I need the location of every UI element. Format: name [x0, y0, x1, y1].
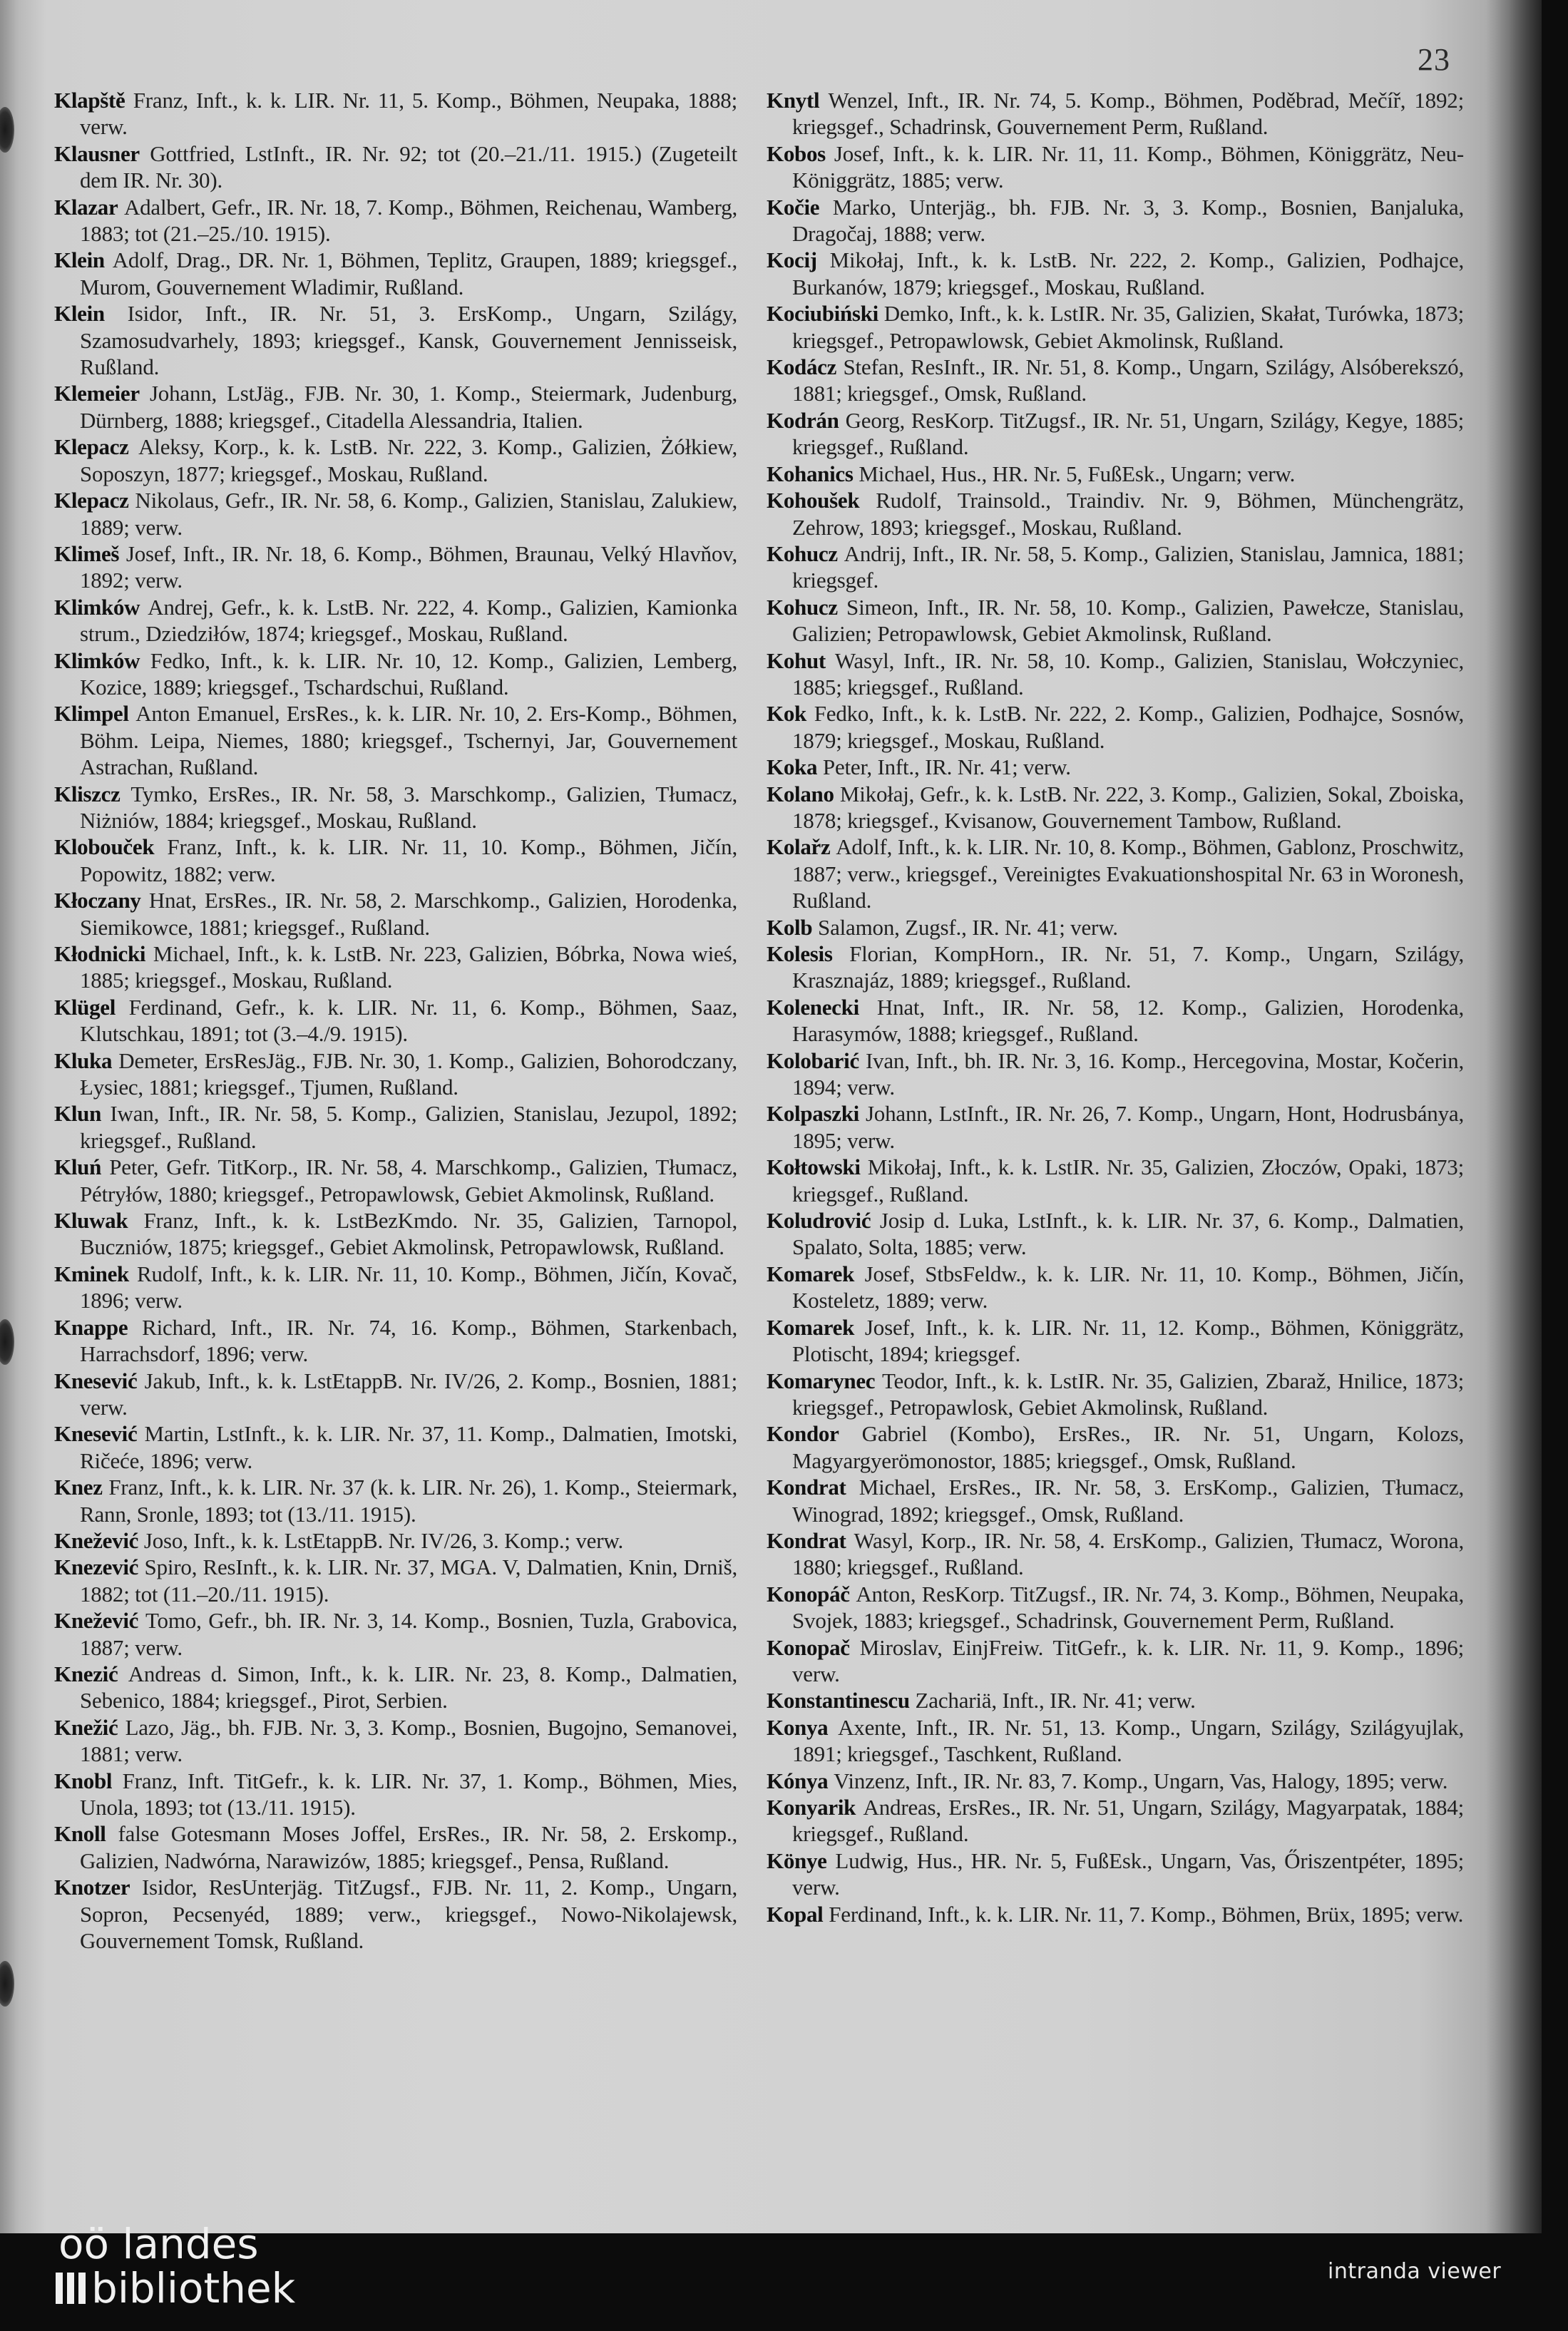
entry-details: Andrej, Gefr., k. k. LstB. Nr. 222, 4. Komp., Galizien, Kamionka strum., Dziedziłów, 1874; kriegsgef., Moskau, Rußland.: [80, 594, 738, 647]
entry-details: Franz, Inft., k. k. LIR. Nr. 11, 10. Komp., Böhmen, Jičín, Popowitz, 1882; verw.: [80, 834, 737, 886]
register-entry: [54, 994, 737, 1047]
entry-surname: Kočie: [767, 194, 820, 220]
entry-surname: Kohoušek: [767, 488, 860, 513]
entry-surname: Konyarik: [767, 1795, 856, 1820]
register-entry: [54, 941, 737, 994]
entry-surname: Klepacz: [54, 488, 129, 513]
entry-details: Wasyl, Inft., IR. Nr. 58, 10. Komp., Galizien, Stanislau, Wołczyniec, 1885; kriegsgef., Rußland.: [792, 647, 1465, 700]
entry-details: Wenzel, Inft., IR. Nr. 74, 5. Komp., Böhmen, Poděbrad, Mečíř, 1892; kriegsgef., Schadrinsk, Gouvernement Perm, Rußland.: [792, 88, 1464, 140]
entry-details: false Gotesmann Moses Joffel, ErsRes., IR. Nr. 58, 2. Erskomp., Galizien, Nadwórna, Narawizów, 1885; kriegsgef., Pensa, Rußland.: [80, 1821, 737, 1873]
entry-surname: Kolpaszki: [767, 1101, 859, 1127]
entry-surname: Kondrat: [767, 1527, 846, 1553]
punch-hole: [0, 107, 14, 153]
entry-details: Johann, LstInft., IR. Nr. 26, 7. Komp., Ungarn, Hont, Hodrusbánya, 1895; verw.: [792, 1101, 1464, 1153]
entry-surname: Konopač: [767, 1634, 850, 1660]
entry-surname: Klimpel: [54, 701, 129, 727]
entry-surname: Kónya: [767, 1768, 829, 1793]
entry-details: Mikołaj, Inft., k. k. LstB. Nr. 222, 2. Komp., Galizien, Podhajce, Burkanów, 1879; kriegsgef., Moskau, Rußland.: [792, 247, 1464, 299]
entry-details: Teodor, Inft., k. k. LstIR. Nr. 35, Galizien, Zbaraž, Hnilice, 1873; kriegsgef., Petropawlosk, Gebiet Akmolinsk, Rußland.: [792, 1368, 1464, 1420]
register-entry: [767, 1794, 1464, 1848]
register-entry: [767, 300, 1464, 354]
entry-surname: Klepacz: [54, 434, 129, 460]
entry-details: Hnat, Inft., IR. Nr. 58, 12. Komp., Galizien, Horodenka, Harasymów, 1888; kriegsgef., Rußland.: [792, 994, 1464, 1047]
register-entry: [54, 1661, 737, 1714]
entry-surname: Klausner: [54, 140, 140, 166]
entry-surname: Konya: [767, 1714, 829, 1740]
entry-surname: Knobl: [54, 1768, 113, 1793]
register-entry: [767, 1527, 1464, 1581]
register-entry: [767, 247, 1464, 300]
entry-surname: Knesević: [54, 1421, 138, 1447]
entry-surname: Konstantinescu: [767, 1688, 910, 1713]
entry-details: Iwan, Inft., IR. Nr. 58, 5. Komp., Galizien, Stanislau, Jezupol, 1892; kriegsgef., Rußland.: [80, 1101, 738, 1153]
register-entry: [54, 1047, 737, 1101]
entry-surname: Klun: [54, 1101, 102, 1127]
register-entry: [767, 941, 1464, 994]
entry-surname: Kłodnicki: [54, 941, 146, 966]
register-entry: [54, 1527, 737, 1554]
entry-details: Tymko, ErsRes., IR. Nr. 58, 3. Marschkomp., Galizien, Tłumacz, Niżniów, 1884; kriegsgef., Moskau, Rußland.: [80, 781, 738, 833]
register-entry: [767, 1768, 1464, 1794]
entry-details: Josef, StbsFeldw., k. k. LIR. Nr. 11, 10. Komp., Böhmen, Jičín, Kosteletz, 1889; verw.: [792, 1261, 1464, 1313]
register-entry: [54, 1474, 737, 1527]
entry-surname: Kobos: [767, 140, 826, 166]
entry-surname: Knotzer: [54, 1875, 130, 1900]
entry-surname: Komarek: [767, 1261, 855, 1286]
entry-details: Peter, Gefr. TitKorp., IR. Nr. 58, 4. Marschkomp., Galizien, Tłumacz, Pétryłów, 1880; kriegsgef., Petropawlowsk, Gebiet Akmolinsk, Rußland.: [80, 1154, 738, 1207]
register-entry: [54, 781, 737, 834]
entry-surname: Klimeš: [54, 541, 120, 566]
register-entry: [767, 914, 1464, 941]
logo-text-line2: bibliothek: [91, 2264, 296, 2312]
entry-details: Demeter, ErsResJäg., FJB. Nr. 30, 1. Komp., Galizien, Bohorodczany, Łysiec, 1881; kriegsgef., Tjumen, Rußland.: [80, 1047, 737, 1100]
register-entry: [54, 1820, 737, 1874]
right-column: [767, 87, 1464, 1927]
entry-details: Josef, Inft., k. k. LIR. Nr. 11, 11. Komp., Böhmen, Königgrätz, Neu-Königgrätz, 1885; verw.: [792, 140, 1465, 193]
register-entry: [54, 541, 737, 594]
entry-surname: Kondor: [767, 1421, 839, 1447]
entry-surname: Kohanics: [767, 461, 854, 486]
entry-surname: Kminek: [54, 1261, 129, 1286]
entry-details: Adolf, Drag., DR. Nr. 1, Böhmen, Teplitz, Graupen, 1889; kriegsgef., Murom, Gouvernement Wladimir, Rußland.: [80, 247, 738, 299]
entry-surname: Kolenecki: [767, 994, 859, 1020]
register-entry: [54, 380, 737, 434]
entry-details: Spiro, ResInft., k. k. LIR. Nr. 37, MGA. V, Dalmatien, Knin, Drniš, 1882; tot (11.–20./11. 1915).: [80, 1554, 737, 1607]
page-number: 23: [1418, 42, 1450, 77]
entry-surname: Könye: [767, 1848, 827, 1873]
register-entry: [767, 1261, 1464, 1314]
register-entry: [767, 461, 1464, 487]
entry-details: Andrij, Inft., IR. Nr. 58, 5. Komp., Galizien, Stanislau, Jamnica, 1881; kriegsgef.: [792, 541, 1464, 593]
entry-surname: Knesević: [54, 1368, 138, 1393]
entry-details: Axente, Inft., IR. Nr. 51, 13. Komp., Ungarn, Szilágy, Szilágyujlak, 1891; kriegsgef., Taschkent, Rußland.: [792, 1714, 1465, 1767]
entry-surname: Knežević: [54, 1527, 139, 1553]
register-entry: [54, 1714, 737, 1768]
entry-details: Demko, Inft., k. k. LstIR. Nr. 35, Galizien, Skałat, Turówka, 1873; kriegsgef., Petropawlowsk, Gebiet Akmolinsk, Rußland.: [792, 301, 1465, 353]
entry-details: Gabriel (Kombo), ErsRes., IR. Nr. 51, Ungarn, Kolozs, Magyargyerömonostor, 1885; kriegsgef., Omsk, Rußland.: [792, 1421, 1465, 1473]
entry-details: Nikolaus, Gefr., IR. Nr. 58, 6. Komp., Galizien, Stanislau, Zalukiew, 1889; verw.: [80, 488, 737, 540]
entry-surname: Kliszcz: [54, 781, 121, 806]
register-entry: [54, 1420, 737, 1474]
register-entry: [767, 87, 1464, 140]
register-entry: [767, 1154, 1464, 1207]
entry-details: Ferdinand, Inft., k. k. LIR. Nr. 11, 7. Komp., Böhmen, Brüx, 1895; verw.: [829, 1901, 1464, 1927]
register-entry: [54, 887, 737, 941]
entry-details: Isidor, ResUnterjäg. TitZugsf., FJB. Nr. 11, 2. Komp., Ungarn, Sopron, Pecsenyéd, 1889; verw., kriegsgef., Nowo-Nikolajewsk, Gouvernement Tomsk, Rußland.: [80, 1875, 738, 1954]
entry-surname: Klein: [54, 301, 105, 327]
register-entry: [767, 1420, 1464, 1474]
register-entry: [54, 1314, 737, 1368]
entry-details: Rudolf, Trainsold., Traindiv. Nr. 9, Böhmen, Münchengrätz, Zehrow, 1893; kriegsgef., Moskau, Rußland.: [792, 488, 1465, 540]
entry-surname: Knappe: [54, 1314, 128, 1340]
entry-surname: Kok: [767, 701, 806, 727]
register-entry: [54, 1768, 737, 1821]
entry-surname: Komarek: [767, 1314, 855, 1340]
entry-details: Lazo, Jäg., bh. FJB. Nr. 3, 3. Komp., Bosnien, Bugojno, Semanovei, 1881; verw.: [80, 1714, 737, 1767]
page-binding-edge: [1486, 0, 1542, 2233]
entry-details: Anton, ResKorp. TitZugsf., IR. Nr. 74, 3. Komp., Böhmen, Neupaka, Svojek, 1883; kriegsgef., Schadrinsk, Gouvernement Perm, Rußland.: [792, 1581, 1464, 1634]
register-entry: [767, 700, 1464, 754]
entry-surname: Klazar: [54, 194, 118, 220]
entry-surname: Kolobarić: [767, 1047, 859, 1073]
entry-surname: Knoll: [54, 1821, 106, 1847]
register-entry: [54, 1154, 737, 1207]
register-entry: [767, 354, 1464, 407]
entry-details: Franz, Inft., k. k. LIR. Nr. 11, 5. Komp., Böhmen, Neupaka, 1888; verw.: [80, 88, 737, 140]
register-entry: [767, 781, 1464, 834]
entry-details: Fedko, Inft., k. k. LstB. Nr. 222, 2. Komp., Galizien, Podhajce, Sosnów, 1879; kriegsgef., Moskau, Rußland.: [792, 701, 1465, 753]
register-entry: [767, 541, 1464, 594]
entry-surname: Knezević: [54, 1554, 139, 1580]
entry-details: Marko, Unterjäg., bh. FJB. Nr. 3, 3. Komp., Bosnien, Banjaluka, Dragočaj, 1888; verw.: [792, 194, 1465, 247]
entry-details: Mikołaj, Gefr., k. k. LstB. Nr. 222, 3. Komp., Galizien, Sokal, Zboiska, 1878; kriegsgef., Kvisanow, Gouvernement Tambow, Rußland.: [792, 781, 1465, 833]
library-logo: [56, 2222, 295, 2310]
register-entry: [767, 140, 1464, 194]
entry-details: Adolf, Inft., k. k. LIR. Nr. 10, 8. Komp., Böhmen, Gablonz, Proschwitz, 1887; verw., kriegsgef., Vereinigtes Evakuationshospital Nr. 63 in Woronesh, Rußland.: [792, 834, 1465, 913]
entry-surname: Kondrat: [767, 1475, 846, 1500]
register-entry: [767, 1314, 1464, 1368]
entry-details: Mikołaj, Inft., k. k. LstIR. Nr. 35, Galizien, Złoczów, Opaki, 1873; kriegsgef., Rußland.: [792, 1154, 1464, 1207]
entry-surname: Kocij: [767, 247, 817, 273]
entry-surname: Koludrović: [767, 1208, 871, 1234]
entry-details: Wasyl, Korp., IR. Nr. 58, 4. ErsKomp., Galizien, Tłumacz, Worona, 1880; kriegsgef., Rußland.: [792, 1527, 1464, 1580]
entry-details: Ferdinand, Gefr., k. k. LIR. Nr. 11, 6. Komp., Böhmen, Saaz, Klutschkau, 1891; tot (3.–4./9. 1915).: [80, 994, 738, 1047]
entry-details: Salamon, Zugsf., IR. Nr. 41; verw.: [818, 914, 1118, 940]
entry-details: Fedko, Inft., k. k. LIR. Nr. 10, 12. Komp., Galizien, Lemberg, Kozice, 1889; kriegsgef., Tschardschui, Rußland.: [80, 647, 737, 700]
register-entry: [767, 647, 1464, 701]
entry-details: Anton Emanuel, ErsRes., k. k. LIR. Nr. 10, 2. Ers-Komp., Böhmen, Böhm. Leipa, Niemes, 1880; kriegsgef., Tschernyi, Jar, Gouvernement Astrachan, Rußland.: [80, 701, 737, 780]
entry-details: Isidor, Inft., IR. Nr. 51, 3. ErsKomp., Ungarn, Szilágy, Szamosudvarhely, 1893; kriegsgef., Kansk, Gouvernement Jennisseisk, Rußland.: [80, 301, 738, 380]
register-entry: [54, 700, 737, 780]
register-entry: [767, 194, 1464, 247]
register-entry: [767, 594, 1464, 647]
register-entry: [54, 434, 737, 487]
entry-details: Aleksy, Korp., k. k. LstB. Nr. 222, 3. Komp., Galizien, Żółkiew, Soposzyn, 1877; kriegsgef., Moskau, Rußland.: [80, 434, 737, 486]
register-entry: [767, 1100, 1464, 1154]
entry-details: Adalbert, Gefr., IR. Nr. 18, 7. Komp., Böhmen, Reichenau, Wamberg, 1883; tot (21.–25./10. 1915).: [80, 194, 738, 247]
entry-surname: Knežić: [54, 1714, 118, 1740]
entry-surname: Kluka: [54, 1047, 113, 1073]
punch-hole: [0, 1319, 14, 1365]
register-entry: [767, 1634, 1464, 1688]
register-entry: [767, 1581, 1464, 1634]
entry-details: Josef, Inft., IR. Nr. 18, 6. Komp., Böhmen, Braunau, Velký Hlavňov, 1892; verw.: [80, 541, 737, 593]
logo-text-line2-row: [56, 2266, 295, 2310]
entry-surname: Knytl: [767, 88, 820, 113]
entry-details: Stefan, ResInft., IR. Nr. 51, 8. Komp., Ungarn, Szilágy, Alsóberekszó, 1881; kriegsgef., Omsk, Rußland.: [792, 354, 1465, 406]
entry-surname: Klimków: [54, 647, 140, 673]
entry-surname: Klügel: [54, 994, 116, 1020]
entry-details: Joso, Inft., k. k. LstEtappB. Nr. IV/26, 3. Komp.; verw.: [143, 1527, 624, 1553]
left-column: [54, 87, 737, 1954]
register-entry: [54, 594, 737, 647]
register-entry: [54, 1261, 737, 1314]
entry-surname: Klapště: [54, 88, 125, 113]
entry-details: Ludwig, Hus., HR. Nr. 5, FußEsk., Ungarn, Vas, Őriszentpéter, 1895; verw.: [792, 1848, 1464, 1900]
register-entry: [54, 1100, 737, 1154]
viewer-brand-label: intranda viewer: [1328, 2259, 1502, 2284]
register-entry: [54, 487, 737, 541]
entry-surname: Kopal: [767, 1901, 824, 1927]
register-entry: [767, 1368, 1464, 1421]
register-entry: [767, 1047, 1464, 1101]
entry-details: Andreas, ErsRes., IR. Nr. 51, Ungarn, Szilágy, Magyarpatak, 1884; kriegsgef., Rußland.: [792, 1795, 1465, 1847]
logo-bars-icon: [56, 2273, 86, 2304]
entry-details: Andreas d. Simon, Inft., k. k. LIR. Nr. 23, 8. Komp., Dalmatien, Sebenico, 1884; kriegsgef., Pirot, Serbien.: [80, 1661, 738, 1713]
entry-details: Franz, Inft. TitGefr., k. k. LIR. Nr. 37, 1. Komp., Böhmen, Mies, Unola, 1893; tot (13./11. 1915).: [80, 1768, 738, 1820]
register-entry: [54, 1554, 737, 1607]
register-entry: [54, 300, 737, 380]
entry-surname: Knežević: [54, 1608, 139, 1634]
entry-details: Michael, Hus., HR. Nr. 5, FußEsk., Ungarn; verw.: [859, 461, 1296, 486]
logo-text-line1: oö landes: [58, 2220, 259, 2268]
register-entry: [767, 407, 1464, 461]
entry-details: Simeon, Inft., IR. Nr. 58, 10. Komp., Galizien, Pawełcze, Stanislau, Galizien; Petropawlowsk, Gebiet Akmolinsk, Rußland.: [792, 594, 1465, 647]
entry-details: Josef, Inft., k. k. LIR. Nr. 11, 12. Komp., Böhmen, Königgrätz, Plotischt, 1894; kriegsgef.: [792, 1314, 1464, 1367]
entry-surname: Kohucz: [767, 541, 838, 566]
entry-details: Florian, KompHorn., IR. Nr. 51, 7. Komp., Ungarn, Szilágy, Krasznajáz, 1889; kriegsgef., Rußland.: [792, 941, 1465, 993]
register-entry: [54, 1368, 737, 1421]
entry-details: Rudolf, Inft., k. k. LIR. Nr. 11, 10. Komp., Böhmen, Jičín, Kovač, 1896; verw.: [80, 1261, 738, 1313]
entry-surname: Komarynec: [767, 1368, 876, 1393]
entry-details: Georg, ResKorp. TitZugsf., IR. Nr. 51, Ungarn, Szilágy, Kegye, 1885; kriegsgef., Rußland.: [792, 407, 1464, 460]
entry-details: Michael, ErsRes., IR. Nr. 58, 3. ErsKomp., Galizien, Tłumacz, Winograd, 1892; kriegsgef., Omsk, Rußland.: [792, 1475, 1464, 1527]
register-entry: [767, 1687, 1464, 1713]
entry-details: Zachariä, Inft., IR. Nr. 41; verw.: [915, 1688, 1196, 1713]
entry-surname: Kolařz: [767, 834, 831, 860]
register-entry: [767, 834, 1464, 913]
entry-details: Johann, LstJäg., FJB. Nr. 30, 1. Komp., Steiermark, Judenburg, Dürnberg, 1888; kriegsgef., Citadella Alessandria, Italien.: [80, 381, 738, 433]
register-entry: [767, 1848, 1464, 1901]
entry-details: Miroslav, EinjFreiw. TitGefr., k. k. LIR. Nr. 11, 9. Komp., 1896; verw.: [792, 1634, 1464, 1686]
entry-details: Martin, LstInft., k. k. LIR. Nr. 37, 11. Komp., Dalmatien, Imotski, Ričeće, 1896; verw.: [80, 1421, 737, 1473]
register-entry: [767, 487, 1464, 541]
entry-surname: Kołtowski: [767, 1154, 861, 1180]
entry-details: Tomo, Gefr., bh. IR. Nr. 3, 14. Komp., Bosnien, Tuzla, Grabovica, 1887; verw.: [80, 1608, 737, 1660]
entry-details: Franz, Inft., k. k. LIR. Nr. 37 (k. k. LIR. Nr. 26), 1. Komp., Steiermark, Rann, Sronle, 1893; tot (13./11. 1915).: [80, 1475, 737, 1527]
entry-details: Ivan, Inft., bh. IR. Nr. 3, 16. Komp., Hercegovina, Mostar, Kočerin, 1894; verw.: [792, 1047, 1464, 1100]
entry-surname: Kłoczany: [54, 888, 141, 913]
entry-surname: Kodrán: [767, 407, 839, 433]
entry-details: Gottfried, LstInft., IR. Nr. 92; tot (20.–21./11. 1915.) (Zugeteilt dem IR. Nr. 30).: [80, 140, 738, 193]
register-entry: [767, 1207, 1464, 1261]
entry-surname: Knezić: [54, 1661, 118, 1686]
entry-details: Franz, Inft., k. k. LstBezKmdo. Nr. 35, Galizien, Tarnopol, Buczniów, 1875; kriegsgef., Gebiet Akmolinsk, Petropawlowsk, Rußland.: [80, 1208, 738, 1260]
entry-details: Josip d. Luka, LstInft., k. k. LIR. Nr. 37, 6. Komp., Dalmatien, Spalato, Solta, 1885; verw.: [792, 1208, 1465, 1260]
register-entry: [767, 1714, 1464, 1768]
register-entry: [54, 834, 737, 887]
register-entry: [54, 1874, 737, 1954]
entry-surname: Klimków: [54, 594, 140, 620]
punch-hole: [0, 1961, 14, 2007]
entry-surname: Kolano: [767, 781, 834, 806]
entry-surname: Kluń: [54, 1154, 102, 1180]
entry-surname: Kluwak: [54, 1208, 128, 1234]
entry-surname: Kociubiński: [767, 301, 878, 327]
register-entry: [54, 247, 737, 300]
entry-surname: Kohut: [767, 647, 826, 673]
register-entry: [54, 647, 737, 701]
register-entry: [767, 1474, 1464, 1527]
entry-details: Richard, Inft., IR. Nr. 74, 16. Komp., Böhmen, Starkenbach, Harrachsdorf, 1896; verw.: [80, 1314, 737, 1367]
register-entry: [767, 1901, 1464, 1927]
entry-surname: Klobouček: [54, 834, 155, 860]
register-entry: [54, 1607, 737, 1661]
entry-surname: Knez: [54, 1475, 103, 1500]
entry-surname: Kodácz: [767, 354, 837, 380]
entry-details: Vinzenz, Inft., IR. Nr. 83, 7. Komp., Ungarn, Vas, Halogy, 1895; verw.: [834, 1768, 1448, 1793]
register-entry: [54, 140, 737, 194]
register-entry: [54, 1207, 737, 1261]
entry-surname: Klemeier: [54, 381, 140, 406]
entry-surname: Kohucz: [767, 594, 838, 620]
entry-surname: Kolesis: [767, 941, 833, 966]
entry-surname: Koka: [767, 754, 818, 780]
entry-details: Peter, Inft., IR. Nr. 41; verw.: [822, 754, 1071, 780]
register-entry: [767, 754, 1464, 780]
entry-details: Hnat, ErsRes., IR. Nr. 58, 2. Marschkomp., Galizien, Horodenka, Siemikowce, 1881; kriegsgef., Rußland.: [80, 888, 737, 940]
entry-details: Michael, Inft., k. k. LstB. Nr. 223, Galizien, Bóbrka, Nowa wieś, 1885; kriegsgef., Moskau, Rußland.: [80, 941, 737, 993]
register-entry: [767, 994, 1464, 1047]
register-entry: [54, 87, 737, 140]
entry-surname: Kolb: [767, 914, 813, 940]
register-entry: [54, 194, 737, 247]
entry-details: Jakub, Inft., k. k. LstEtappB. Nr. IV/26, 2. Komp., Bosnien, 1881; verw.: [80, 1368, 738, 1420]
entry-surname: Konopáč: [767, 1581, 850, 1607]
entry-surname: Klein: [54, 247, 105, 273]
